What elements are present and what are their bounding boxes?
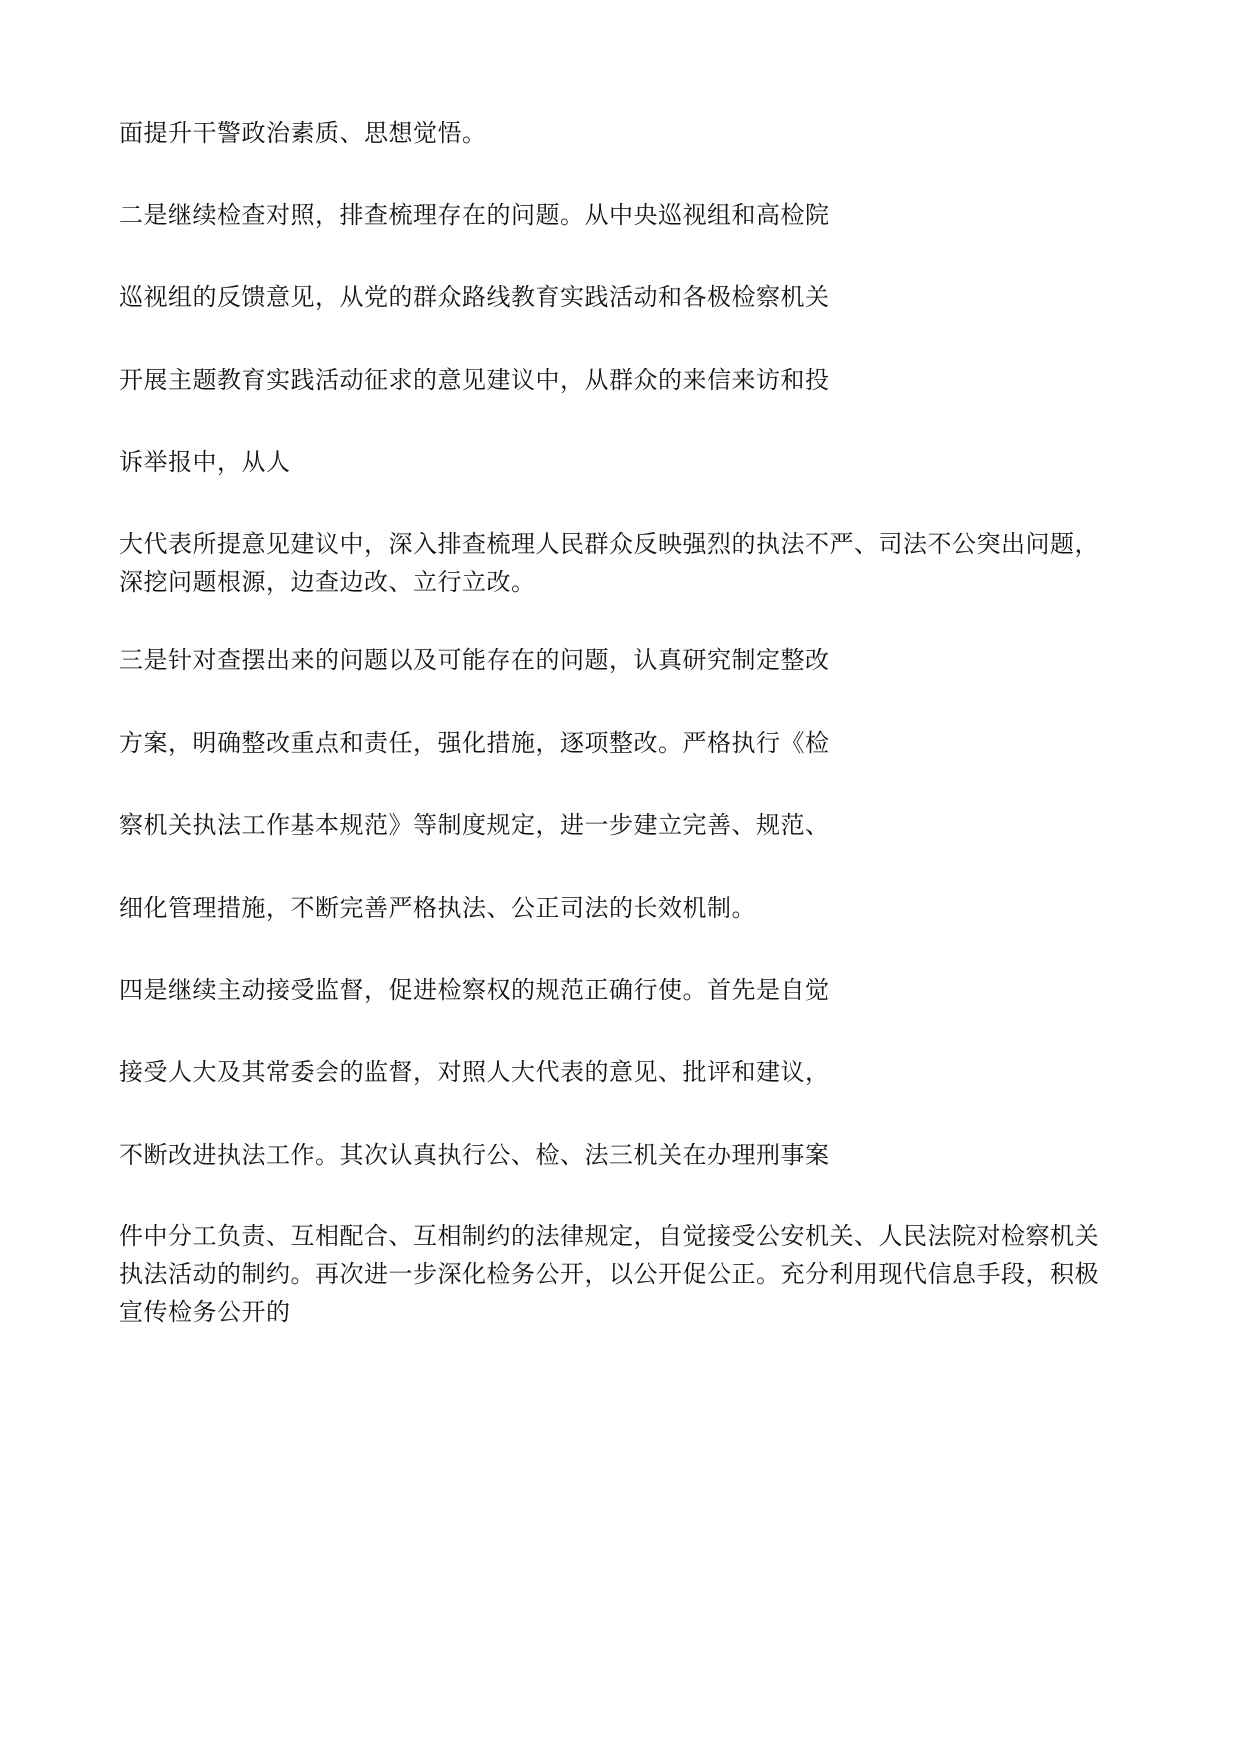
text-line: 方案，明确整改重点和责任，强化措施，逐项整改。严格执行《检: [119, 729, 830, 757]
paragraph: [119, 1217, 1129, 1331]
text-line: 不断改进执法工作。其次认真执行公、检、法三机关在办理刑事案: [119, 1141, 830, 1169]
text-line: 接受人大及其常委会的监督，对照人大代表的意见、批评和建议，: [119, 1058, 830, 1086]
text-line: 巡视组的反馈意见，从党的群众路线教育实践活动和各极检察机关: [119, 283, 830, 311]
paragraph: [119, 525, 1129, 601]
text-line: 执法活动的制约。再次进一步深化检务公开，以公开促公正。充分利用现代信息手段，积极: [119, 1260, 1099, 1288]
text-line: 大代表所提意见建议中，深入排查梳理人民群众反映强烈的执法不严、司法不公突出问题，: [119, 530, 1099, 558]
text-line: 宣传检务公开的: [119, 1298, 291, 1326]
text-line: 察机关执法工作基本规范》等制度规定，进一步建立完善、规范、: [119, 811, 830, 839]
text-line: 细化管理措施，不断完善严格执法、公正司法的长效机制。: [119, 894, 756, 922]
text-line: 诉举报中，从人: [119, 448, 291, 476]
text-line: 件中分工负责、互相配合、互相制约的法律规定，自觉接受公安机关、人民法院对检察机关: [119, 1222, 1099, 1250]
text-line: 二是继续检查对照，排查梳理存在的问题。从中央巡视组和高检院: [119, 201, 830, 229]
text-line: 三是针对查摆出来的问题以及可能存在的问题，认真研究制定整改: [119, 646, 830, 674]
text-line: 开展主题教育实践活动征求的意见建议中，从群众的来信来访和投: [119, 366, 830, 394]
text-line: 面提升干警政治素质、思想觉悟。: [119, 119, 487, 147]
text-line: 深挖问题根源，边查边改、立行立改。: [119, 568, 536, 596]
text-line: 四是继续主动接受监督，促进检察权的规范正确行使。首先是自觉: [119, 976, 830, 1004]
